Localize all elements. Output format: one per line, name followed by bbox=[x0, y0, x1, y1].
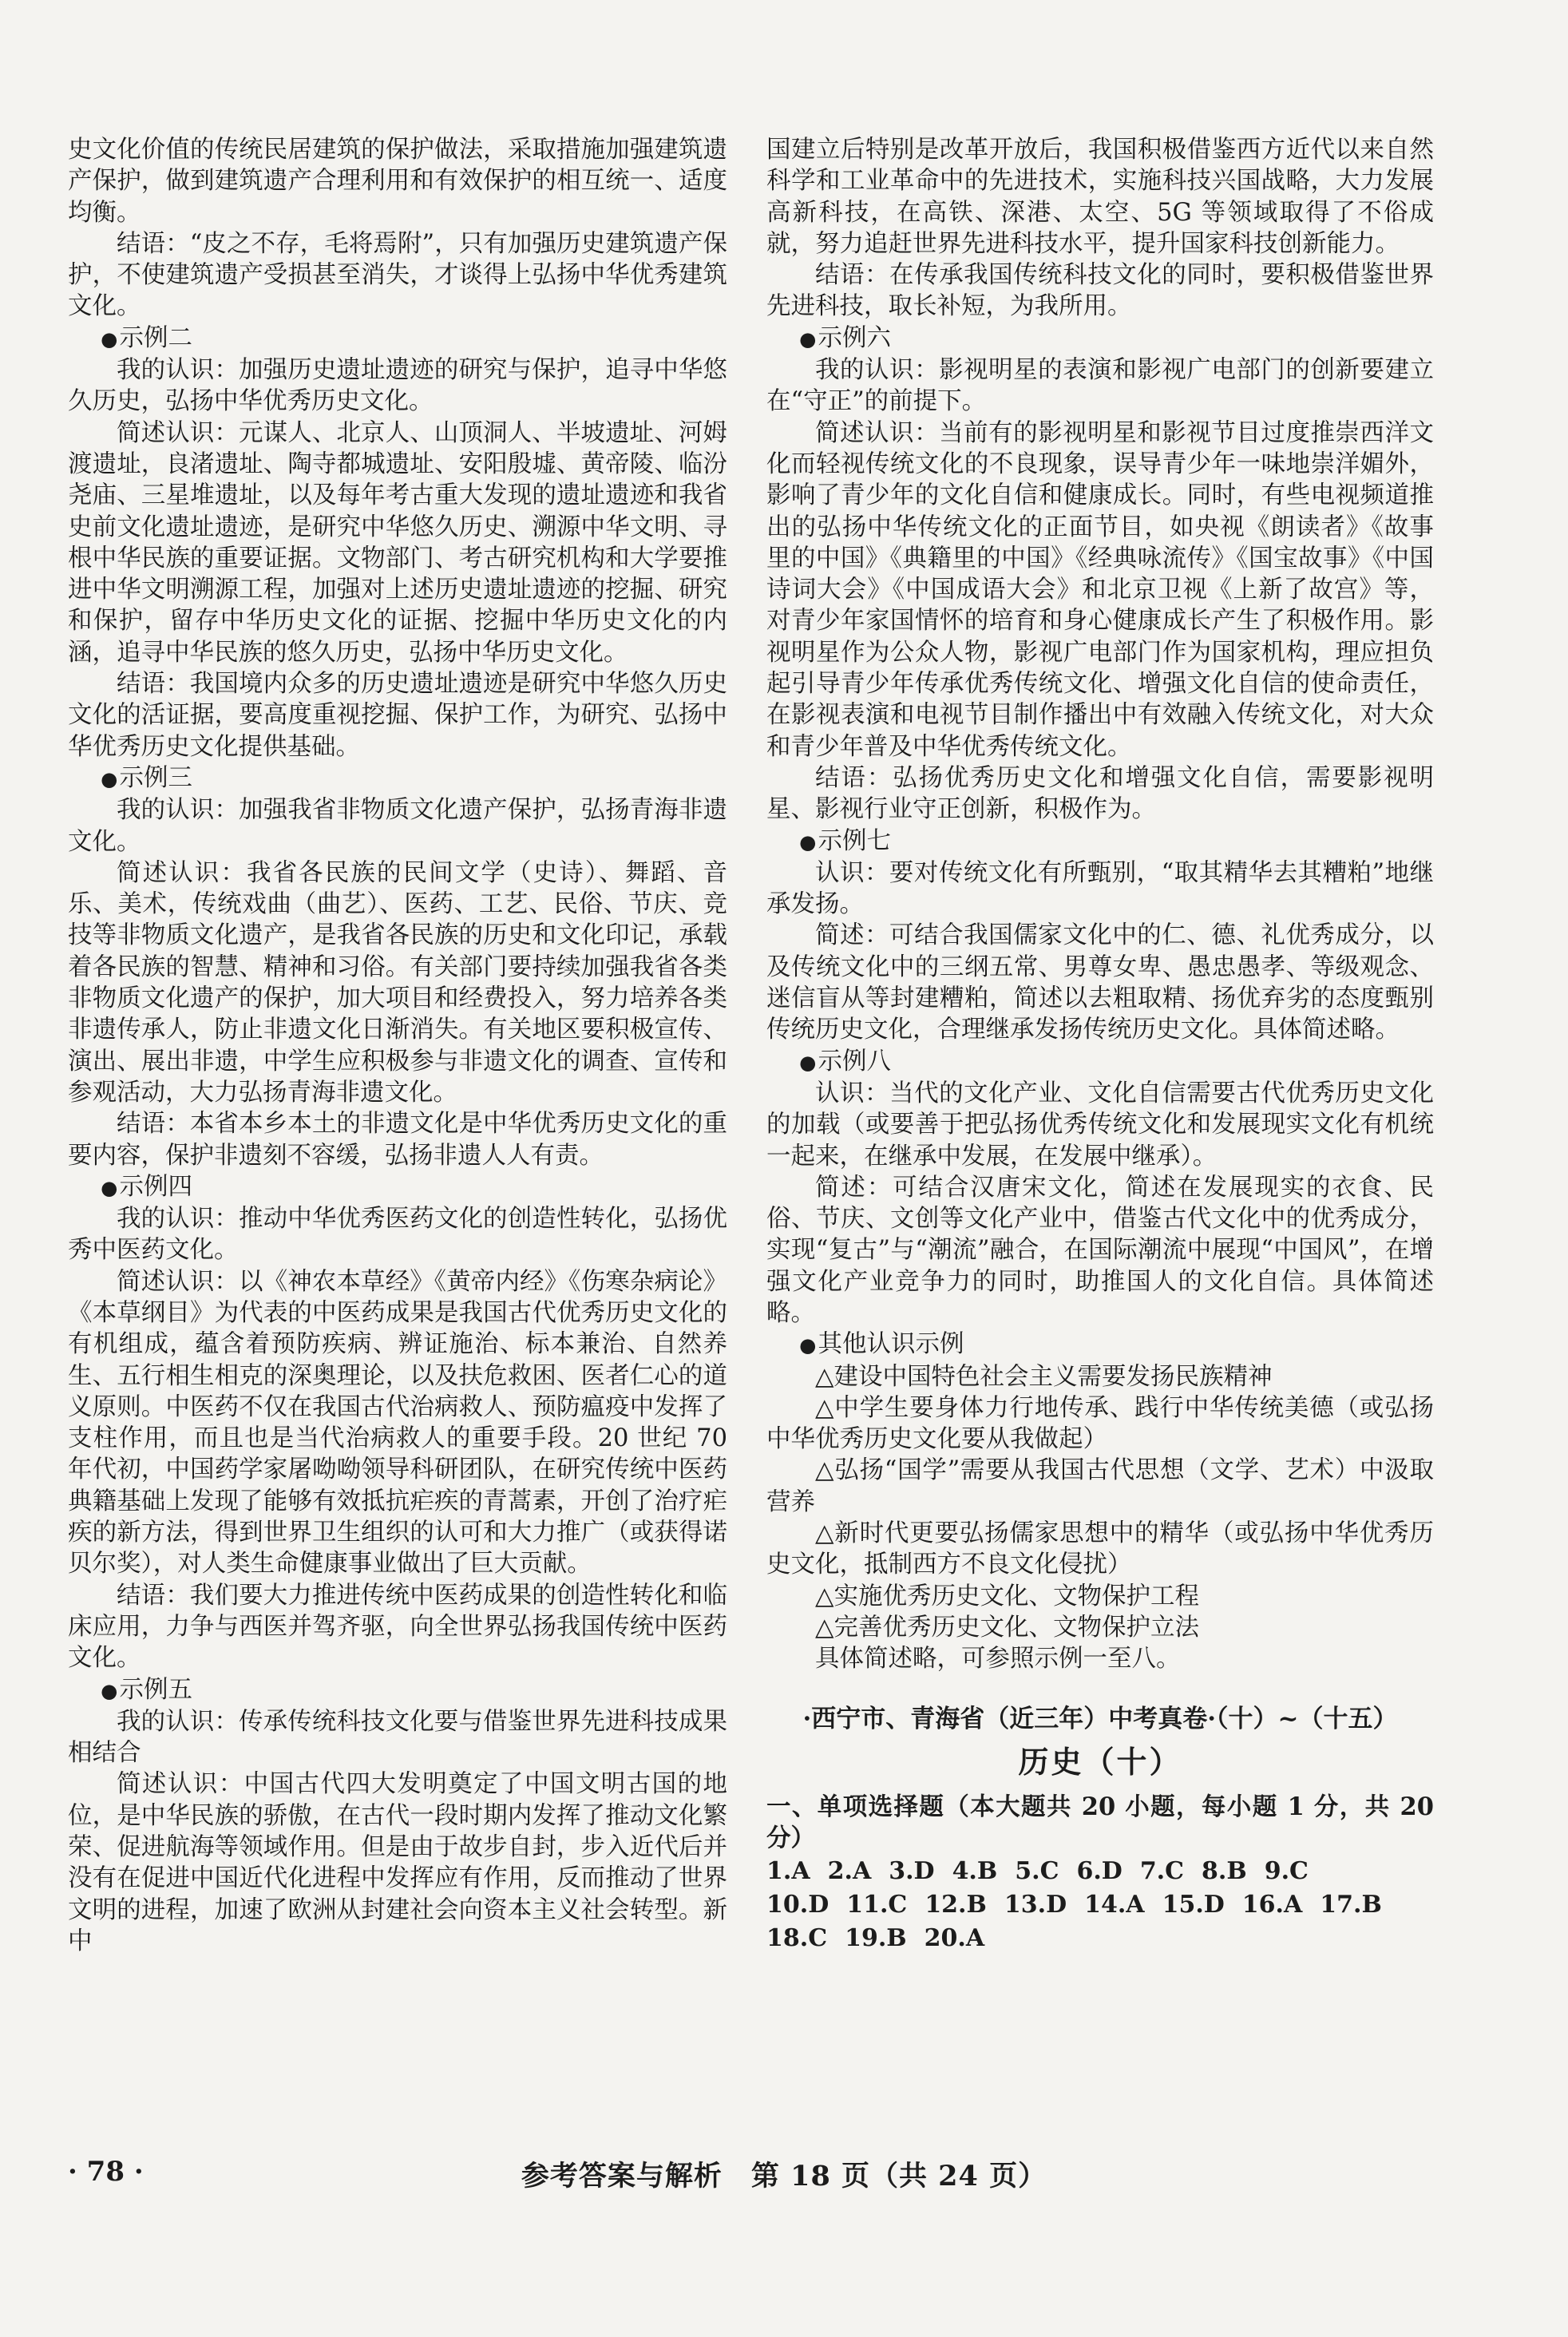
right-paragraph: ● 其他认识示例 bbox=[766, 1329, 1434, 1361]
answer-number: 14. bbox=[1084, 1890, 1127, 1919]
answer-item bbox=[845, 1922, 907, 1955]
footer-title: 参考答案与解析 第 18 页（共 24 页） bbox=[521, 2160, 1047, 2192]
answer-item bbox=[889, 1855, 934, 1888]
answer-choice: B bbox=[1361, 1890, 1382, 1919]
answer-choice: B bbox=[886, 1923, 907, 1952]
right-paragraph: ● 示例七 bbox=[766, 826, 1434, 858]
left-paragraph: 史文化价值的传统民居建筑的保护做法，采取措施加强建筑遗产保护，做到建筑遗产合理利用和有效保护的相互统一、适度均衡。 bbox=[68, 136, 727, 227]
answer-choice: D bbox=[1046, 1890, 1067, 1919]
left-paragraph: 简述认识：中国古代四大发明奠定了中国文明古国的地位，是中华民族的骄傲，在古代一段时期内发挥了推动文化繁荣、促进航海等领域作用。但是由于故步自封，步入近代后并没有在促进中国近代化进程中发挥应有作用，反而推动了世界文明的进程，加速了欧洲从封建社会向资本主义社会转型。新中 bbox=[68, 1770, 727, 1955]
right-paragraph: 我的认识：影视明星的表演和影视广电部门的创新要建立在“守正”的前提下。 bbox=[766, 356, 1434, 416]
answer-item bbox=[1076, 1855, 1122, 1888]
answer-choice: C bbox=[1289, 1856, 1309, 1885]
right-paragraph: △中学生要身体力行地传承、践行中华传统美德（或弘扬中华优秀历史文化要从我做起） bbox=[766, 1393, 1434, 1454]
answer-item bbox=[1265, 1855, 1309, 1888]
right-paragraph: △弘扬“国学”需要从我国古代思想（文学、艺术）中汲取营养 bbox=[766, 1456, 1434, 1516]
right-paragraph: △新时代更要弘扬儒家思想中的精华（或弘扬中华优秀历史文化，抵制西方不良文化侵扰） bbox=[766, 1519, 1434, 1579]
left-paragraph: ● 示例二 bbox=[68, 323, 727, 355]
answer-item bbox=[766, 1922, 827, 1955]
left-paragraph: 简述认识：以《神农本草经》《黄帝内经》《伤寒杂病论》《本草纲目》为代表的中医药成果是我国古代优秀历史文化的有机组成，蕴含着预防疾病、辨证施治、标本兼治、自然养生、五行相生相克的深奥理论，以及扶危救困、医者仁心的道义原则。中医药不仅在我国古代治病救人、预防瘟疫中发挥了支柱作用，而且也是当代治病救人的重要手段。20 世纪 70 年代初，中国药学家屠呦呦领导科研团队，在研究传统中医药典籍基础上发现了能够有效抵抗疟疾的青蒿素，开创了治疗疟疾的新方法，得到世界卫生组织的认可和大力推广（或获得诺贝尔奖），对人类生命健康事业做出了巨大贡献。 bbox=[68, 1267, 727, 1578]
answer-choice: A bbox=[1284, 1890, 1303, 1919]
answer-item bbox=[1015, 1855, 1059, 1888]
left-column bbox=[68, 134, 727, 1957]
left-paragraph: 简述认识：元谋人、北京人、山顶洞人、半坡遗址、河姆渡遗址，良渚遗址、陶寺都城遗址、安阳殷墟、黄帝陵、临汾尧庙、三星堆遗址，以及每年考古重大发现的遗址遗迹和我省史前文化遗址遗迹，是研究中华悠久历史、溯源中华文明、寻根中华民族的重要证据。文物部门、考古研究机构和大学要推进中华文明溯源工程，加强对上述历史遗址遗迹的挖掘、研究和保护，留存中华历史文化的证据、挖掘中华历史文化的内涵，追寻中华民族的悠久历史，弘扬中华历史文化。 bbox=[68, 418, 727, 667]
answer-choice: D bbox=[1203, 1890, 1225, 1919]
answer-choice: B bbox=[966, 1890, 987, 1919]
right-paragraph: 认识：要对传统文化有所甄别，“取其精华去其糟粕”地继承发扬。 bbox=[766, 858, 1434, 919]
answer-item bbox=[846, 1888, 907, 1922]
answer-item bbox=[1242, 1888, 1302, 1922]
left-paragraph: 结语：我国境内众多的历史遗址遗迹是研究中华悠久历史文化的活证据，要高度重视挖掘、保护工作，为研究、弘扬中华优秀历史文化提供基础。 bbox=[68, 670, 727, 761]
answer-number: 15. bbox=[1162, 1890, 1204, 1919]
answer-number: 19. bbox=[845, 1923, 887, 1952]
answer-number: 6. bbox=[1076, 1856, 1102, 1885]
right-paragraph: 具体简述略，可参照示例一至八。 bbox=[815, 1645, 1181, 1674]
answer-number: 18. bbox=[766, 1923, 809, 1952]
answer-number: 8. bbox=[1202, 1856, 1227, 1885]
left-paragraph: ● 示例三 bbox=[68, 762, 727, 794]
answer-choice: C bbox=[1165, 1856, 1185, 1885]
answer-number: 20. bbox=[924, 1923, 966, 1952]
right-paragraph: ● 示例六 bbox=[766, 323, 1434, 355]
answer-number: 2. bbox=[827, 1856, 853, 1885]
left-paragraph: 我的认识：传承传统科技文化要与借鉴世界先进科技成果相结合 bbox=[68, 1707, 727, 1768]
answer-item bbox=[1084, 1888, 1144, 1922]
answer-number: 5. bbox=[1015, 1856, 1040, 1885]
answer-choice: B bbox=[976, 1856, 998, 1885]
answer-item bbox=[1162, 1888, 1225, 1922]
answer-item bbox=[766, 1888, 829, 1922]
subject-title: 历史（十） bbox=[1018, 1743, 1182, 1780]
answer-list bbox=[766, 1855, 1434, 1955]
answer-item bbox=[1140, 1855, 1184, 1888]
answer-number: 7. bbox=[1139, 1856, 1166, 1885]
answer-choice: A bbox=[791, 1856, 810, 1885]
question-heading: 一、单项选择题（本大题共 20 小题，每小题 1 分，共 20 分） bbox=[766, 1792, 1434, 1853]
left-paragraph: 我的认识：加强历史遗址遗迹的研究与保护，追寻中华悠久历史，弘扬中华优秀历史文化。 bbox=[68, 356, 727, 416]
right-paragraph: 简述：可结合汉唐宋文化，简述在发展现实的衣食、民俗、节庆、文创等文化产业中，借鉴古代文化中的优秀成分，实现“复古”与“潮流”融合，在国际潮流中展现“中国风”，在增强文化产业竞争力的同时，助推国人的文化自信。具体简述略。 bbox=[766, 1173, 1434, 1327]
answer-number: 16. bbox=[1241, 1890, 1284, 1919]
answer-number: 3. bbox=[889, 1856, 914, 1885]
left-paragraph: ● 示例四 bbox=[68, 1171, 727, 1203]
left-paragraph: 我的认识：加强我省非物质文化遗产保护，弘扬青海非遗文化。 bbox=[68, 796, 727, 856]
right-column bbox=[766, 134, 1434, 1955]
answer-item bbox=[1320, 1888, 1382, 1922]
answer-item bbox=[766, 1855, 810, 1888]
answer-item bbox=[925, 1888, 987, 1922]
answer-item bbox=[952, 1855, 998, 1888]
answer-choice: C bbox=[1039, 1856, 1059, 1885]
answer-choice: A bbox=[965, 1923, 985, 1952]
answer-choice: C bbox=[888, 1890, 908, 1919]
answer-number: 12. bbox=[925, 1890, 967, 1919]
answer-item bbox=[1004, 1888, 1067, 1922]
left-paragraph: 结语：本省本乡本土的非遗文化是中华优秀历史文化的重要内容，保护非遗刻不容缓，弘扬非遗人人有责。 bbox=[68, 1110, 727, 1170]
right-paragraph: 结语：在传承我国传统科技文化的同时，要积极借鉴世界先进科技，取长补短，为我所用。 bbox=[766, 261, 1434, 321]
right-paragraph: 结语：弘扬优秀历史文化和增强文化自信，需要影视明星、影视行业守正创新，积极作为。 bbox=[766, 763, 1434, 824]
right-paragraph: △建设中国特色社会主义需要发扬民族精神 bbox=[815, 1362, 1273, 1391]
left-paragraph: 结语：“皮之不存，毛将焉附”，只有加强历史建筑遗产保护，不使建筑遗产受损甚至消失，才谈得上弘扬中华优秀建筑文化。 bbox=[68, 229, 727, 321]
answer-choice: A bbox=[852, 1856, 872, 1885]
section-heading: ·西宁市、青海省（近三年）中考真卷·（十）~（十五） bbox=[802, 1704, 1398, 1733]
answer-choice: C bbox=[808, 1923, 828, 1952]
answer-choice: D bbox=[913, 1856, 935, 1885]
answer-item bbox=[1202, 1855, 1247, 1888]
answer-choice: D bbox=[1101, 1856, 1123, 1885]
right-paragraph: ● 示例八 bbox=[766, 1046, 1434, 1078]
right-paragraph: 认识：当代的文化产业、文化自信需要古代优秀历史文化的加载（或要善于把弘扬优秀传统文化和发展现实文化有机统一起来，在继承中发展，在发展中继承）。 bbox=[766, 1079, 1434, 1170]
right-column-text bbox=[766, 134, 1434, 1675]
answer-number: 9. bbox=[1264, 1856, 1290, 1885]
answer-item bbox=[828, 1855, 872, 1888]
left-paragraph: 简述认识：我省各民族的民间文学（史诗）、舞蹈、音乐、美术，传统戏曲（曲艺）、医药、工艺、民俗、节庆、竞技等非物质文化遗产，是我省各民族的历史和文化印记，承载着各民族的智慧、精神和习俗。有关部门要持续加强我省各类非物质文化遗产的保护，加大项目和经费投入，努力培养各类非遗传承人，防止非遗文化日渐消失。有关地区要积极宣传、演出、展出非遗，中学生应积极参与非遗文化的调查、宣传和参观活动，大力弘扬青海非遗文化。 bbox=[68, 858, 727, 1107]
right-paragraph: △完善优秀历史文化、文物保护立法 bbox=[815, 1613, 1199, 1642]
answer-choice: A bbox=[1126, 1890, 1145, 1919]
left-paragraph: ● 示例五 bbox=[68, 1674, 727, 1706]
right-paragraph: 简述：可结合我国儒家文化中的仁、德、礼优秀成分，以及传统文化中的三纲五常、男尊女卑、愚忠愚孝、等级观念、迷信盲从等封建糟粕，简述以去粗取精、扬优弃劣的态度甄别传统历史文化，合理继承发扬传统历史文化。具体简述略。 bbox=[766, 921, 1434, 1044]
page-number: · 78 · bbox=[68, 2156, 144, 2188]
left-paragraph: 我的认识：推动中华优秀医药文化的创造性转化，弘扬优秀中医药文化。 bbox=[68, 1205, 727, 1265]
answer-number: 10. bbox=[766, 1890, 809, 1919]
right-paragraph: 国建立后特别是改革开放后，我国积极借鉴西方近代以来自然科学和工业革命中的先进技术，实施科技兴国战略，大力发展高新科技，在高铁、深港、太空、5G 等领域取得了不俗成就，努力追赶世界先进科技水平，提升国家科技创新能力。 bbox=[766, 136, 1434, 258]
left-paragraph: 结语：我们要大力推进传统中医药成果的创造性转化和临床应用，力争与西医并驾齐驱，向全世界弘扬我国传统中医药文化。 bbox=[68, 1581, 727, 1673]
answer-item bbox=[925, 1922, 984, 1955]
answer-number: 11. bbox=[846, 1890, 889, 1919]
answer-choice: D bbox=[808, 1890, 830, 1919]
answer-number: 1. bbox=[766, 1856, 792, 1885]
answer-number: 17. bbox=[1320, 1890, 1362, 1919]
answer-choice: B bbox=[1226, 1856, 1247, 1885]
answer-number: 13. bbox=[1004, 1890, 1047, 1919]
answer-number: 4. bbox=[952, 1856, 977, 1885]
right-paragraph: △实施优秀历史文化、文物保护工程 bbox=[815, 1582, 1199, 1610]
right-paragraph: 简述认识：当前有的影视明星和影视节目过度推崇西洋文化而轻视传统文化的不良现象，误导青少年一味地崇洋媚外，影响了青少年的文化自信和健康成长。同时，有些电视频道推出的弘扬中华传统文化的正面节目，如央视《朗读者》《故事里的中国》《典籍里的中国》《经典咏流传》《国宝故事》《中国诗词大会》《中国成语大会》和北京卫视《上新了故宫》等，对青少年家国情怀的培育和身心健康成长产生了积极作用。影视明星作为公众人物，影视广电部门作为国家机构，理应担负起引导青少年传承优秀传统文化、增强文化自信的使命责任，在影视表演和电视节目制作播出中有效融入传统文化，对大众和青少年普及中华优秀传统文化。 bbox=[766, 418, 1434, 761]
